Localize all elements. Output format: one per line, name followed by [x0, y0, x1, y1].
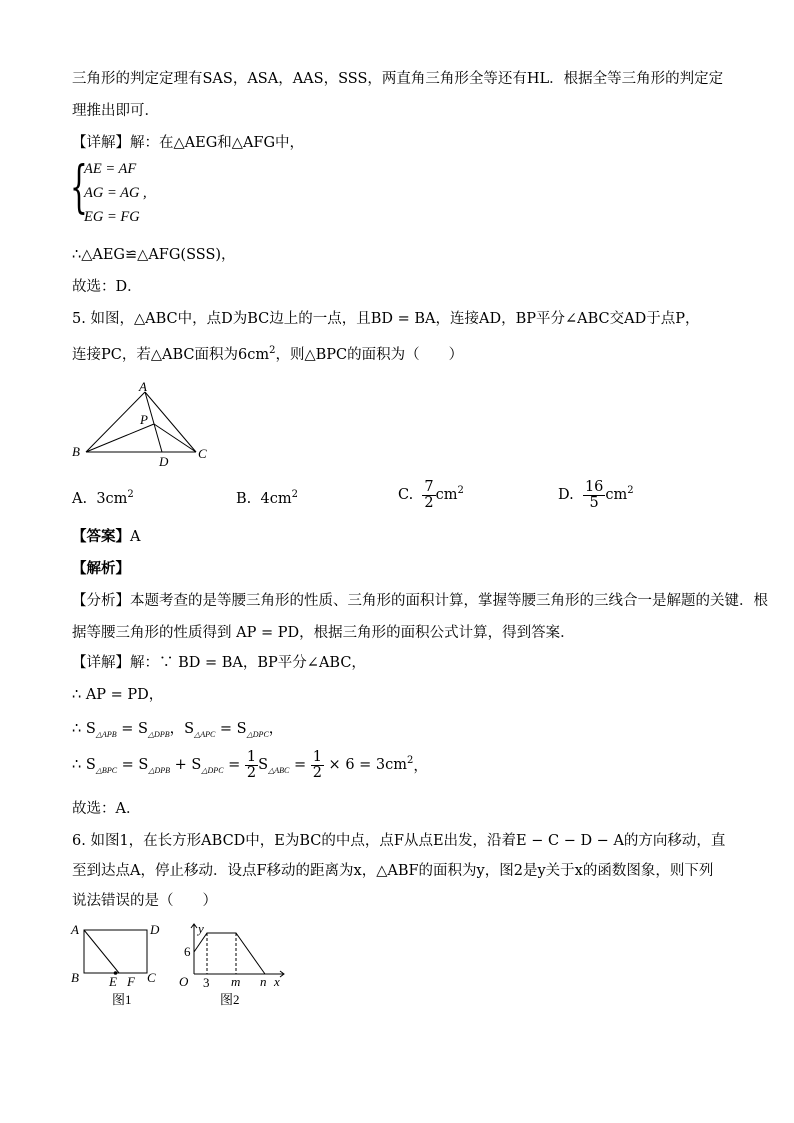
q4-eq-3: EG = FG	[84, 209, 140, 225]
fig2-label-3: 3	[203, 975, 210, 990]
label-a: A	[139, 379, 147, 394]
q5-option-b: B. $4cm^2$	[236, 489, 298, 507]
q6-figure-1	[68, 918, 178, 1018]
segment-ac	[145, 392, 196, 452]
q4-conclusion: ∴△AEG≌△AFG(SSS)，	[72, 247, 236, 263]
fig1-label-f: F	[127, 974, 135, 989]
fig2-label-o: O	[179, 974, 189, 989]
q5-analysis-label: 【解析】	[72, 560, 130, 577]
fig1-label-a: A	[71, 922, 79, 937]
fig1-label-c: C	[147, 970, 156, 985]
fig2-caption: 图2	[220, 992, 240, 1007]
fig2-label-n: n	[260, 974, 267, 989]
q5-analysis-2: 据等腰三角形的性质得到 AP = PD，根据三角形的面积公式计算，得到答案．	[72, 625, 575, 641]
q5-detail-2: ∴ AP = PD，	[72, 687, 164, 703]
q5-option-c: C. $\frac{7}{2}$ $cm^2$	[398, 479, 464, 511]
q5-option-d: D. $\frac{16}{5}$ $cm^2$	[558, 479, 634, 511]
q6-stem-3: 说法错误的是（ ）	[72, 893, 217, 909]
q4-brace: {	[70, 155, 88, 220]
segment-ab	[86, 392, 145, 452]
fig2-label-6: 6	[184, 944, 191, 959]
label-p: P	[140, 412, 148, 427]
q4-detail-head: 【详解】解：在△AEG和△AFG中，	[72, 135, 305, 151]
fig2-label-x: x	[274, 974, 280, 989]
label-c: C	[198, 446, 207, 461]
q6-stem-1: 6. 如图1，在长方形ABCD中，E为BC的中点，点F从点E出发，沿着E − C − D − A的方向移动，直	[72, 833, 726, 849]
label-b: B	[72, 444, 80, 459]
fig2-label-m: m	[231, 974, 241, 989]
q5-analysis-1: 【分析】本题考查的是等腰三角形的性质、三角形的面积计算，掌握等腰三角形的三线合一是解题的关键．根	[72, 593, 768, 609]
fig1-label-d: D	[150, 922, 160, 937]
segment-bp	[86, 424, 154, 452]
q5-answer: 【答案】A	[72, 528, 141, 545]
label-d: D	[159, 454, 169, 469]
q5-choice: 故选：A．	[72, 801, 141, 817]
fig1-label-b: B	[71, 970, 79, 985]
q6-figure-2	[174, 918, 294, 1018]
q5-stem-2: 连接PC，若△ABC面积为$6cm^2$，则△BPC的面积为（ ）	[72, 345, 464, 363]
q6-stem-2: 至到达点A，停止移动．设点F移动的距离为x，△ABF的面积为y，图2是y关于x的函数图象，则下列	[72, 863, 714, 879]
fig1-label-e: E	[109, 974, 117, 989]
segment-af	[84, 930, 119, 973]
q5-stem-1: 5. 如图，△ABC中，点D为BC边上的一点，且BD = BA，连接AD，BP平分∠ABC交AD于点P，	[72, 311, 700, 327]
q5-triangle-figure	[68, 378, 218, 470]
q4-eq-1: AE = AF	[84, 161, 137, 177]
q5-detail-4: ∴ $S_{\triangle BPC} = S_{\triangle DPB} + S_{\triangle DPC}$ = $\frac{1}{2}$ $S_{\triangle ABC}$ = $\frac{1}{2}$ × $6 = 3cm^2$，	[72, 749, 428, 781]
q5-detail-1: 【详解】解：∵ BD = BA，BP平分∠ABC，	[72, 655, 366, 671]
fig1-caption: 图1	[112, 992, 132, 1007]
rectangle-abcd	[84, 930, 147, 973]
q4-choice: 故选：D．	[72, 279, 142, 295]
intro-line-2: 理推出即可．	[72, 103, 159, 119]
function-graph-line	[194, 933, 265, 974]
q5-detail-3: ∴ $S_{\triangle APB} = S_{\triangle DPB}$，$S_{\triangle APC} = S_{\triangle DPC}$，	[72, 721, 284, 739]
fig2-label-y: y	[198, 921, 204, 936]
q4-eq-2: AG = AG ,	[84, 185, 147, 201]
intro-line-1: 三角形的判定定理有SAS，ASA，AAS，SSS，两直角三角形全等还有HL．根据全等三角形的判定定	[72, 71, 724, 87]
q5-option-a: A. $3cm^2$	[72, 489, 134, 507]
